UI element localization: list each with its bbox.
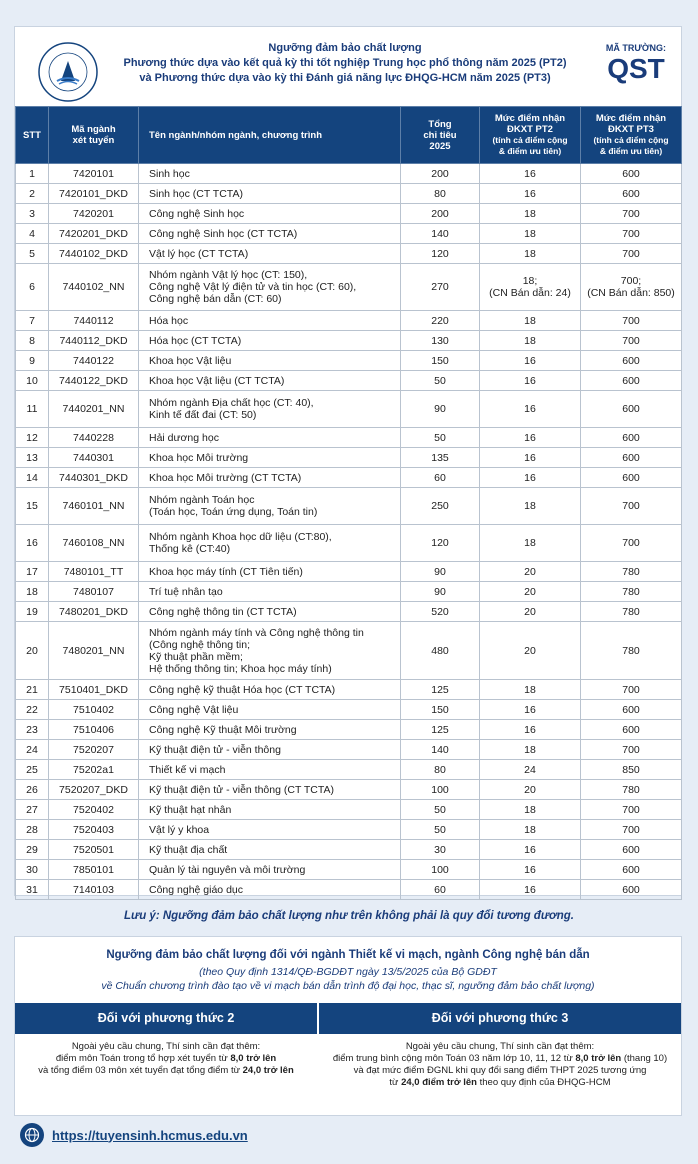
cell-pt2: 16 [480,371,581,391]
cell-pt3: 600 [581,164,682,184]
cell-code: 7850101 [49,860,139,880]
cell-stt: 10 [16,371,49,391]
cell-pt2: 24 [480,760,581,780]
cell-stt: 20 [16,622,49,680]
table-row [16,468,682,488]
table-row [16,448,682,468]
cell-stt: 31 [16,880,49,900]
cell-pt2: 16 [480,700,581,720]
table-row [16,351,682,371]
cell-pt2: 20 [480,780,581,800]
table-row [16,311,682,331]
cell-name: Hóa học (CT TCTA) [139,331,401,351]
cell-quota: 520 [401,602,480,622]
table-row [16,880,682,900]
cell-quota: 130 [401,331,480,351]
cell-name: Công nghệ Vật liệu [139,700,401,720]
cell-code: 7520207_DKD [49,780,139,800]
cell-name: Kỹ thuật hạt nhân [139,800,401,820]
cell-pt3: 700 [581,740,682,760]
table-row [16,680,682,700]
method2-content: Ngoài yêu cầu chung, Thí sinh cần đạt thêm: điểm môn Toán trong tổ hợp xét tuyển từ 8,0 trở lên và tổng điểm 03 môn xét tuyển đạt tổng điểm từ 24,0 trở lên [38,1041,294,1076]
cell-stt: 13 [16,448,49,468]
cell-code: 7480107 [49,582,139,602]
cell-pt3: 780 [581,582,682,602]
table-row [16,840,682,860]
cell-pt3: 600 [581,391,682,428]
cell-quota: 30 [401,840,480,860]
cell-pt3: 700 [581,800,682,820]
cell-code: 7420101 [49,164,139,184]
cell-pt2: 18 [480,488,581,525]
cell-code: 7440112_DKD [49,331,139,351]
cell-stt: 29 [16,840,49,860]
cell-stt: 27 [16,800,49,820]
cell-pt2: 16 [480,164,581,184]
cell-name: Nhóm ngành Vật lý học (CT: 150), Công nghệ Vật lý điện tử và tin học (CT: 60), Công nghệ bán dẫn (CT: 60) [139,264,401,311]
table-row [16,622,682,680]
cell-stt: 30 [16,860,49,880]
cell-name: Kỹ thuật điện tử - viễn thông [139,740,401,760]
cell-pt3: 600 [581,371,682,391]
cell-stt: 19 [16,602,49,622]
cell-name: Khoa học Vật liệu [139,351,401,371]
cell-quota: 50 [401,371,480,391]
cell-quota: 250 [401,488,480,525]
cell-quota: 80 [401,760,480,780]
cell-pt3: 700; (CN Bán dẫn: 850) [581,264,682,311]
cell-name: Công nghệ giáo dục [139,880,401,900]
cell-quota: 125 [401,680,480,700]
table-row [16,204,682,224]
table-row [16,562,682,582]
cell-code: 7420101_DKD [49,184,139,204]
table-row [16,760,682,780]
cell-stt: 21 [16,680,49,700]
cell-name: Vật lý y khoa [139,820,401,840]
cell-stt: 26 [16,780,49,800]
cell-stt: 17 [16,562,49,582]
cell-code: 7520403 [49,820,139,840]
cell-quota: 90 [401,391,480,428]
table-row [16,525,682,562]
header-code: Mã ngành xét tuyển [49,107,139,164]
cell-stt: 12 [16,428,49,448]
cell-name: Sinh học (CT TCTA) [139,184,401,204]
cell-name: Công nghệ Sinh học [139,204,401,224]
cell-code: 75202a1 [49,760,139,780]
header-quota: Tổng chỉ tiêu 2025 [401,107,480,164]
cell-pt3: 780 [581,780,682,800]
main-card [14,26,682,896]
method3-content: Ngoài yêu cầu chung, Thí sinh cần đạt thêm: điểm trung bình cộng môn Toán 03 năm lớp 10, 11, 12 từ 8,0 trở lên (thang 10) và đạt mức điểm ĐGNL khi quy đổi sang điểm THPT 2025 tương ứng từ 24,0 điểm trở lên theo quy định của ĐHQG-HCM [332,1041,668,1088]
cell-pt2: 18 [480,331,581,351]
cell-pt2: 18 [480,740,581,760]
cell-quota: 50 [401,428,480,448]
cell-stt: 22 [16,700,49,720]
cell-pt2: 20 [480,602,581,622]
cell-pt3: 780 [581,602,682,622]
cell-name: Công nghệ Sinh học (CT TCTA) [139,224,401,244]
cell-name: Vật lý học (CT TCTA) [139,244,401,264]
cell-quota: 140 [401,224,480,244]
website-link[interactable]: https://tuyensinh.hcmus.edu.vn [52,1127,248,1143]
cell-pt3: 700 [581,204,682,224]
cell-code: 7440112 [49,311,139,331]
cell-code: 7520501 [49,840,139,860]
cell-pt3: 700 [581,331,682,351]
title-line: Phương thức dựa vào kết quả kỳ thi tốt nghiệp Trung học phổ thông năm 2025 (PT2) [123,57,567,69]
cell-pt2: 20 [480,622,581,680]
cell-quota: 125 [401,720,480,740]
globe-icon [20,1123,44,1147]
cell-stt: 16 [16,525,49,562]
cell-pt2: 18 [480,311,581,331]
cell-pt2: 18 [480,224,581,244]
cell-pt2: 16 [480,351,581,371]
cell-code: 7420201_DKD [49,224,139,244]
cell-code: 7460101_NN [49,488,139,525]
cell-code: 7140103 [49,880,139,900]
semiconductor-title: Ngưỡng đảm bảo chất lượng đối với ngành Thiết kế vi mạch, ngành Công nghệ bán dẫn [106,949,590,961]
cell-code: 7440122 [49,351,139,371]
cell-pt3: 600 [581,351,682,371]
title-line: và Phương thức dựa vào kỳ thi Đánh giá năng lực ĐHQG-HCM năm 2025 (PT3) [139,72,551,84]
cell-pt3: 700 [581,820,682,840]
cell-pt2: 18 [480,680,581,700]
cell-code: 7440301_DKD [49,468,139,488]
cell-name: Công nghệ kỹ thuật Hóa học (CT TCTA) [139,680,401,700]
cell-quota: 140 [401,740,480,760]
table-row [16,164,682,184]
cell-stt: 24 [16,740,49,760]
cell-code: 7480201_NN [49,622,139,680]
cell-name: Nhóm ngành máy tính và Công nghệ thông tin (Công nghệ thông tin; Kỹ thuật phần mềm; Hệ thống thông tin; Khoa học máy tính) [139,622,401,680]
cell-pt2: 16 [480,184,581,204]
table-header-row [16,107,682,164]
table-row [16,820,682,840]
cell-name: Trí tuệ nhân tạo [139,582,401,602]
cell-pt3: 600 [581,448,682,468]
cell-quota: 150 [401,351,480,371]
header [15,27,681,107]
cell-pt2: 16 [480,428,581,448]
method3-header: Đối với phương thức 3 [319,1003,681,1034]
cell-code: 7440102_NN [49,264,139,311]
cell-quota: 120 [401,525,480,562]
cell-stt: 15 [16,488,49,525]
cell-quota: 100 [401,860,480,880]
cell-stt: 9 [16,351,49,371]
cell-stt: 18 [16,582,49,602]
cell-pt2: 16 [480,448,581,468]
cell-name: Hóa học [139,311,401,331]
cell-pt3: 700 [581,680,682,700]
cell-pt3: 600 [581,860,682,880]
table-row [16,244,682,264]
page-title [105,41,585,86]
cell-pt3: 700 [581,488,682,525]
cell-name: Kỹ thuật điện tử - viễn thông (CT TCTA) [139,780,401,800]
table-row [16,860,682,880]
note-text: Lưu ý: Ngưỡng đảm bảo chất lượng như trên không phải là quy đổi tương đương. [123,910,575,922]
cell-pt3: 700 [581,244,682,264]
school-code-value: QST [607,53,665,84]
cell-name: Công nghệ Kỹ thuật Môi trường [139,720,401,740]
header-stt: STT [16,107,49,164]
cell-code: 7460108_NN [49,525,139,562]
cell-code: 7520207 [49,740,139,760]
cell-pt3: 850 [581,760,682,780]
cell-name: Khoa học Môi trường [139,448,401,468]
school-code-label: MÃ TRƯỜNG: [605,43,667,53]
cell-pt2: 16 [480,720,581,740]
cell-quota: 60 [401,880,480,900]
cell-name: Sinh học [139,164,401,184]
cell-name: Khoa học máy tính (CT Tiên tiến) [139,562,401,582]
cell-stt: 11 [16,391,49,428]
cell-pt2: 20 [480,582,581,602]
cell-stt: 25 [16,760,49,780]
table-row [16,391,682,428]
admission-table [15,106,682,900]
cell-name: Công nghệ thông tin (CT TCTA) [139,602,401,622]
table-row [16,264,682,311]
cell-quota: 150 [401,700,480,720]
cell-pt2: 18 [480,820,581,840]
cell-code: 7440228 [49,428,139,448]
cell-quota: 200 [401,164,480,184]
cell-quota: 135 [401,448,480,468]
cell-name: Nhóm ngành Toán học (Toán học, Toán ứng dụng, Toán tin) [139,488,401,525]
table-row [16,488,682,525]
table-row [16,720,682,740]
cell-stt: 6 [16,264,49,311]
cell-stt: 1 [16,164,49,184]
cell-pt3: 600 [581,720,682,740]
cell-code: 7440122_DKD [49,371,139,391]
table-row [16,700,682,720]
cell-pt3: 600 [581,184,682,204]
cell-pt3: 600 [581,880,682,900]
cell-pt2: 18 [480,800,581,820]
cell-pt3: 700 [581,311,682,331]
table-row [16,224,682,244]
cell-pt2: 16 [480,860,581,880]
cell-pt3: 780 [581,562,682,582]
semiconductor-box [14,936,682,1116]
cell-quota: 200 [401,204,480,224]
cell-pt2: 16 [480,391,581,428]
table-row [16,740,682,760]
cell-quota: 50 [401,820,480,840]
cell-name: Hải dương học [139,428,401,448]
cell-stt: 8 [16,331,49,351]
cell-pt2: 16 [480,880,581,900]
cell-pt2: 18 [480,204,581,224]
cell-quota: 80 [401,184,480,204]
cell-pt2: 16 [480,468,581,488]
table-row [16,582,682,602]
cell-code: 7440201_NN [49,391,139,428]
cell-name: Khoa học Môi trường (CT TCTA) [139,468,401,488]
cell-name: Thiết kế vi mạch [139,760,401,780]
cell-pt3: 600 [581,428,682,448]
method2-header: Đối với phương thức 2 [15,1003,317,1034]
table-row [16,371,682,391]
cell-name: Nhóm ngành Địa chất học (CT: 40), Kinh tế đất đai (CT: 50) [139,391,401,428]
cell-pt2: 18 [480,525,581,562]
cell-pt2: 16 [480,840,581,860]
cell-code: 7420201 [49,204,139,224]
cell-pt3: 780 [581,622,682,680]
header-pt2: Mức điểm nhận ĐKXT PT2 (tính cả điểm cộng & điểm ưu tiên) [480,107,581,164]
cell-quota: 220 [401,311,480,331]
cell-name: Nhóm ngành Khoa học dữ liệu (CT:80), Thống kê (CT:40) [139,525,401,562]
cell-pt2: 18; (CN Bán dẫn: 24) [480,264,581,311]
table-row [16,428,682,448]
table-row [16,331,682,351]
school-code [601,43,671,85]
cell-code: 7510406 [49,720,139,740]
cell-stt: 4 [16,224,49,244]
cell-name: Khoa học Vật liệu (CT TCTA) [139,371,401,391]
table-row [16,602,682,622]
cell-code: 7480101_TT [49,562,139,582]
cell-pt3: 600 [581,468,682,488]
cell-quota: 60 [401,468,480,488]
cell-quota: 100 [401,780,480,800]
table-row [16,184,682,204]
footer [20,1122,248,1148]
cell-stt: 23 [16,720,49,740]
cell-quota: 480 [401,622,480,680]
cell-code: 7520402 [49,800,139,820]
cell-code: 7440301 [49,448,139,468]
cell-stt: 5 [16,244,49,264]
cell-name: Kỹ thuật địa chất [139,840,401,860]
table-row [16,800,682,820]
cell-quota: 120 [401,244,480,264]
university-logo-icon [37,41,99,103]
cell-stt: 7 [16,311,49,331]
cell-name: Quản lý tài nguyên và môi trường [139,860,401,880]
cell-quota: 270 [401,264,480,311]
cell-stt: 28 [16,820,49,840]
cell-stt: 14 [16,468,49,488]
cell-code: 7480201_DKD [49,602,139,622]
table-body [16,164,682,900]
cell-quota: 50 [401,800,480,820]
cell-stt: 2 [16,184,49,204]
cell-pt3: 600 [581,840,682,860]
cell-pt2: 20 [480,562,581,582]
semiconductor-subtitle: (theo Quy định 1314/QĐ-BGDĐT ngày 13/5/2025 của Bộ GDĐT về Chuẩn chương trình đào tạo về vi mạch bán dẫn trình độ đại học, thạc sĩ, ngưỡng đảm bảo chất lượng) [101,966,595,992]
table-row [16,780,682,800]
cell-stt: 3 [16,204,49,224]
cell-code: 7510402 [49,700,139,720]
cell-code: 7440102_DKD [49,244,139,264]
title-line: Ngưỡng đảm bảo chất lượng [268,42,422,54]
cell-code: 7510401_DKD [49,680,139,700]
cell-pt3: 700 [581,224,682,244]
cell-pt2: 18 [480,244,581,264]
cell-quota: 90 [401,562,480,582]
cell-quota: 90 [401,582,480,602]
header-name: Tên ngành/nhóm ngành, chương trình [139,107,401,164]
header-pt3: Mức điểm nhận ĐKXT PT3 (tính cả điểm cộng & điểm ưu tiên) [581,107,682,164]
cell-pt3: 700 [581,525,682,562]
cell-pt3: 600 [581,700,682,720]
